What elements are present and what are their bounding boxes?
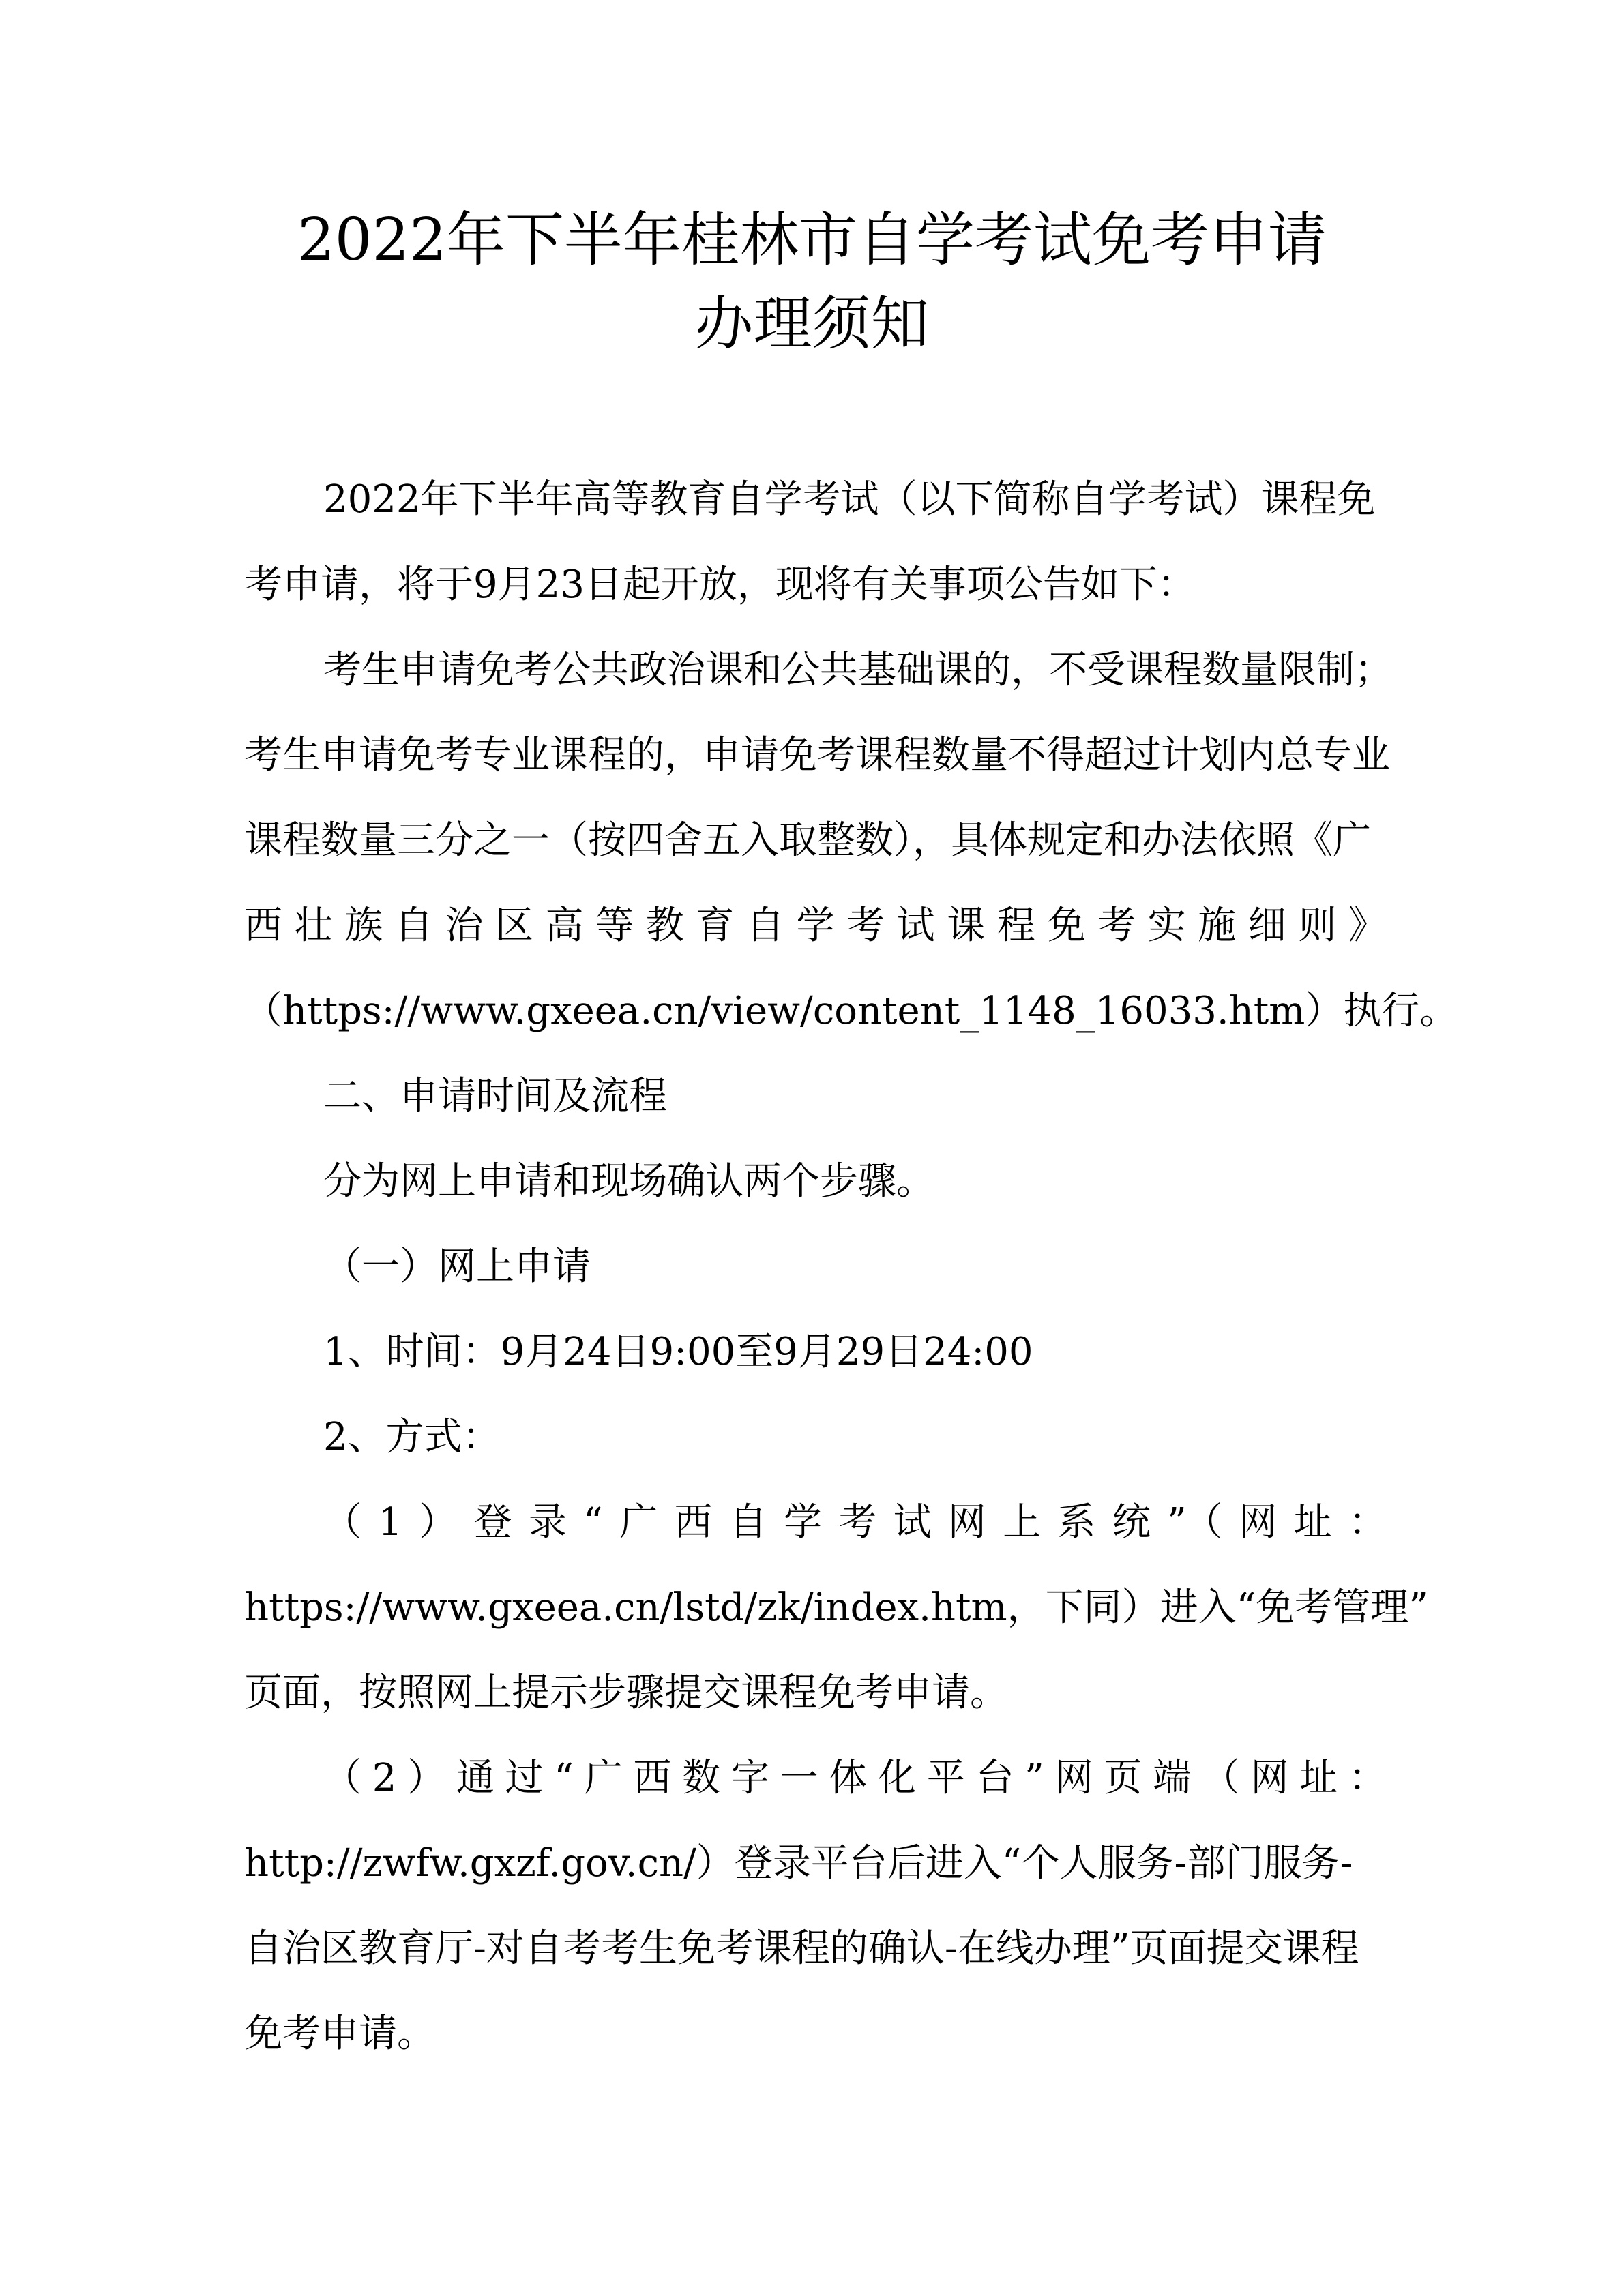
method-2-line-2: http://zwfw.gxzf.gov.cn/）登录平台后进入“个人服务-部门服务- [244,1841,1353,1885]
paragraph-rules-line-2: 考生申请免考专业课程的，申请免考课程数量不得超过计划内总专业 [244,733,1390,777]
section-heading-application-time: 二、申请时间及流程 [323,1074,667,1118]
method-1-line-2: https://www.gxeea.cn/lstd/zk/index.htm，下同）进入“免考管理” [244,1585,1428,1630]
paragraph-intro-line-2: 考申请，将于9月23日起开放，现将有关事项公告如下： [244,563,1196,607]
method-2-line-3: 自治区教育厅-对自考考生免考课程的确认-在线办理”页面提交课程 [244,1926,1359,1971]
method-2-line-1: （2）通过“广西数字一体化平台”网页端（网址： [323,1756,1387,1800]
method-2-line-4: 免考申请。 [244,2012,435,2056]
paragraph-rules-line-3: 课程数量三分之一（按四舍五入取整数），具体规定和办法依照《广 [244,818,1371,863]
subsection-heading-online: （一）网上申请 [323,1244,591,1289]
item-time: 1、时间：9月24日9:00至9月29日24:00 [323,1330,1033,1374]
document-title-line-2: 办理须知 [694,290,930,358]
paragraph-intro-line-1: 2022年下半年高等教育自学考试（以下简称自学考试）课程免 [323,477,1376,522]
paragraph-rules-line-5: （https://www.gxeea.cn/view/content_1148_16033.htm）执行。 [244,989,1458,1033]
item-method: 2、方式： [323,1415,501,1459]
section-intro-steps: 分为网上申请和现场确认两个步骤。 [323,1159,934,1204]
method-1-line-1: （1）登录“广西自学考试网上系统”（网址： [323,1500,1387,1545]
document-title-line-1: 2022年下半年桂林市自学考试免考申请 [297,206,1327,274]
method-1-line-3: 页面，按照网上提示步骤提交课程免考申请。 [244,1671,1008,1715]
paragraph-rules-line-4: 西壮族自治区高等教育自学考试课程免考实施细则》 [244,904,1387,948]
paragraph-rules-line-1: 考生申请免考公共政治课和公共基础课的，不受课程数量限制； [323,648,1393,692]
